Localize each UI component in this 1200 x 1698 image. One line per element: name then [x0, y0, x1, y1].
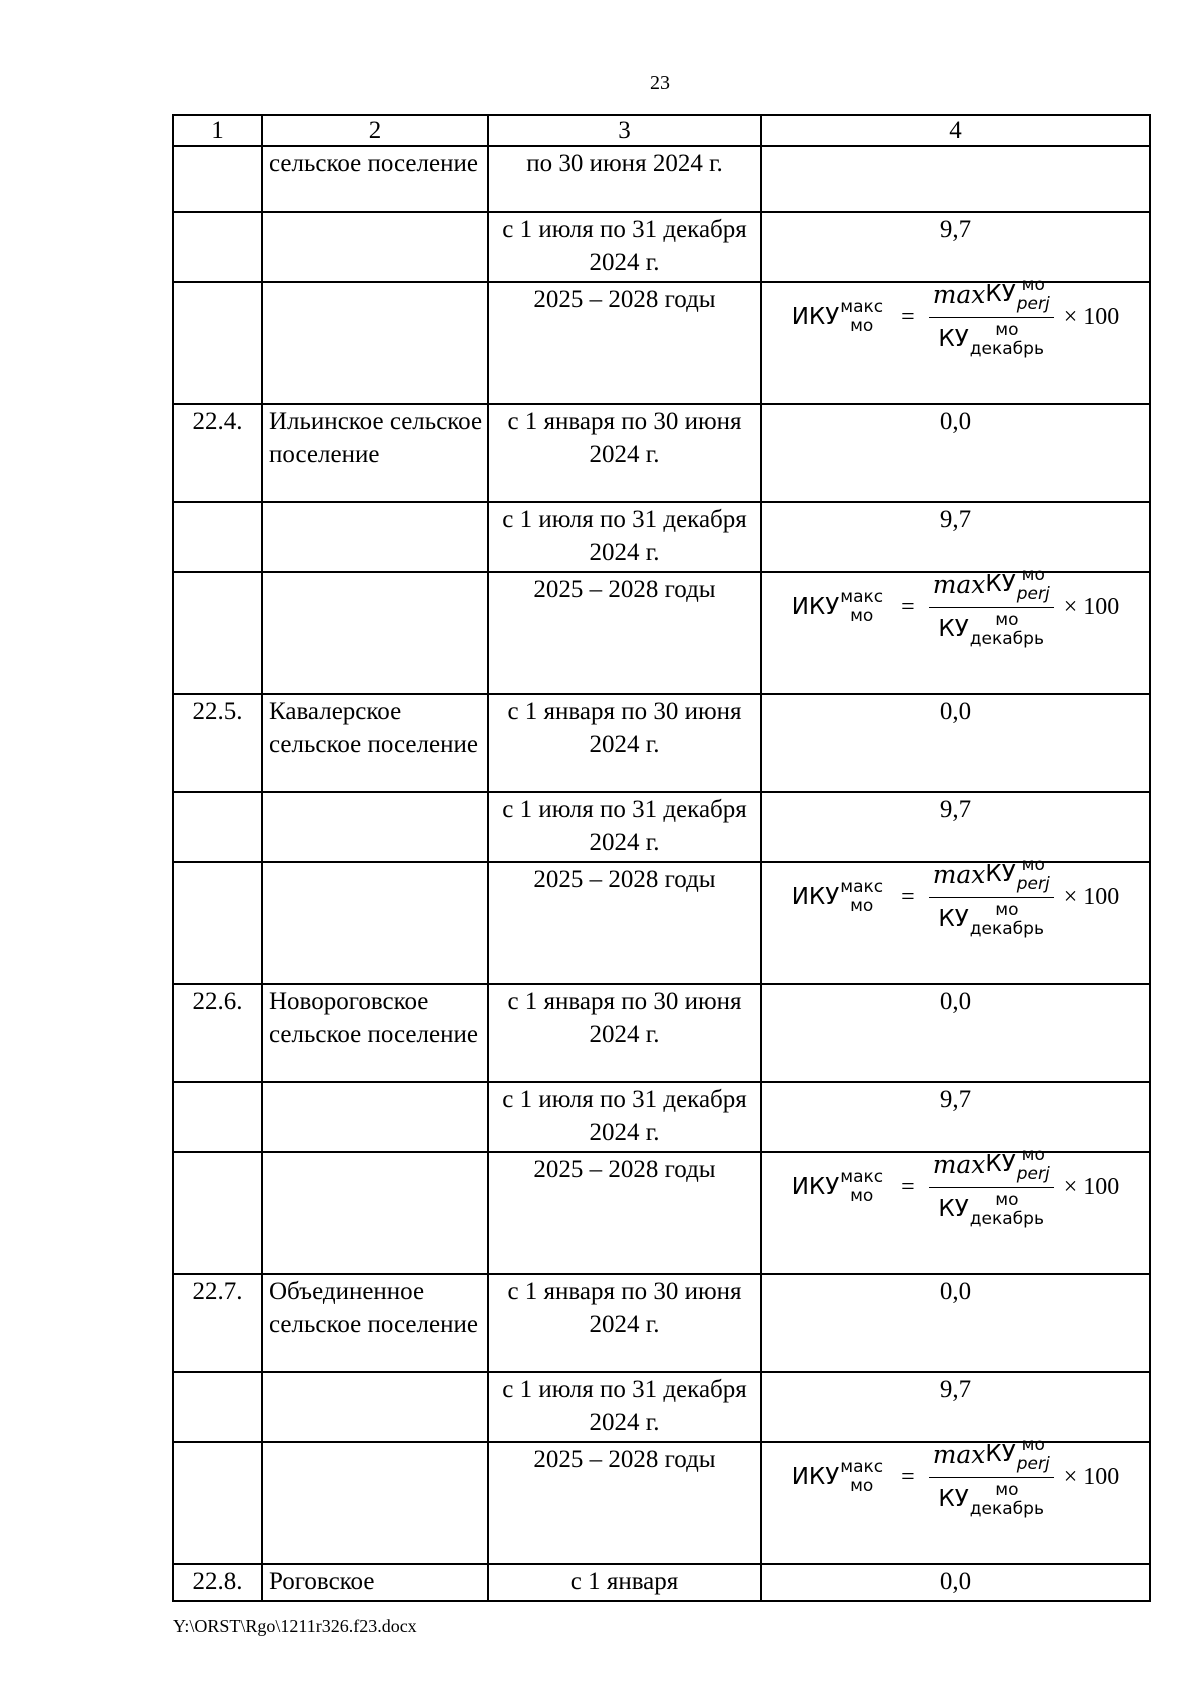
period-cell: с 1 января по 30 июня 2024 г.	[488, 404, 761, 502]
row-number-cell	[173, 1442, 262, 1564]
row-number-cell	[173, 146, 262, 212]
row-number-cell: 22.4.	[173, 404, 262, 502]
formula-fraction	[929, 1434, 1054, 1519]
period-cell: 2025 – 2028 годы	[488, 572, 761, 694]
row-number-cell	[173, 1372, 262, 1442]
value-cell: 0,0	[761, 694, 1150, 792]
settlement-name-cell	[262, 1372, 488, 1442]
formula-denominator	[934, 899, 1048, 939]
formula-den-sup: мо	[995, 899, 1019, 920]
formula-denominator	[934, 1189, 1048, 1229]
formula-denominator	[934, 609, 1048, 649]
period-cell: 2025 – 2028 годы	[488, 862, 761, 984]
formula-fraction-bar	[929, 1187, 1054, 1188]
period-cell: с 1 июля по 31 декабря 2024 г.	[488, 502, 761, 572]
value-cell: 0,0	[761, 1274, 1150, 1372]
row-number-cell: 22.7.	[173, 1274, 262, 1372]
period-cell: с 1 июля по 31 декабря 2024 г.	[488, 1372, 761, 1442]
period-cell: с 1 января по 30 июня 2024 г.	[488, 694, 761, 792]
formula-lhs-scripts	[840, 1169, 883, 1205]
formula-numerator	[929, 274, 1054, 314]
period-cell: 2025 – 2028 годы	[488, 1442, 761, 1564]
formula-times-100: × 100	[1063, 1173, 1120, 1200]
formula-den-sub: декабрь	[969, 918, 1044, 939]
formula-den-main: КУ	[938, 1196, 969, 1222]
settlement-name-cell	[262, 1082, 488, 1152]
formula-num-scripts	[1016, 274, 1050, 314]
formula-times-100: × 100	[1063, 303, 1120, 330]
formula-den-main: КУ	[938, 906, 969, 932]
formula-lhs-sup: макс	[840, 587, 884, 607]
page-number: 23	[650, 72, 670, 94]
formula-den-sup: мо	[995, 609, 1019, 630]
row-number-cell	[173, 792, 262, 862]
row-number-cell: 22.8.	[173, 1564, 262, 1601]
formula-lhs-sup: макс	[840, 297, 884, 317]
table-row	[173, 146, 1150, 212]
formula-lhs-main: ИКУ	[791, 883, 840, 910]
index-formula	[762, 830, 1149, 956]
value-cell	[761, 564, 1150, 694]
formula-num-sup: мо	[1021, 1144, 1045, 1165]
formula-num-main: КУ	[985, 281, 1016, 307]
formula-fraction-bar	[929, 317, 1054, 318]
value-cell	[761, 1434, 1150, 1564]
value-cell: 0,0	[761, 1564, 1150, 1601]
formula-num-main: КУ	[985, 1151, 1016, 1177]
formula-lhs	[792, 1459, 883, 1495]
formula-times-100: × 100	[1063, 1463, 1120, 1490]
formula-den-scripts	[969, 899, 1044, 939]
row-number-cell: 22.5.	[173, 694, 262, 792]
settlement-name-cell: Кавалерское сельское поселение	[262, 694, 488, 792]
formula-num-sup: мо	[1021, 274, 1045, 295]
formula-num-scripts	[1016, 854, 1050, 894]
formula-den-main: КУ	[938, 1486, 969, 1512]
settlement-name-cell: Ильинское сельское поселение	[262, 404, 488, 502]
table-row	[173, 694, 1150, 792]
table-header-row	[173, 115, 1150, 146]
value-cell: 9,7	[761, 1082, 1150, 1152]
settlement-name-cell	[262, 792, 488, 862]
period-cell: с 1 июля по 31 декабря 2024 г.	[488, 212, 761, 282]
formula-numerator	[929, 854, 1054, 894]
formula-lhs-sup: макс	[840, 1167, 884, 1187]
formula-den-sub: декабрь	[969, 1208, 1044, 1229]
period-cell: 2025 – 2028 годы	[488, 282, 761, 404]
period-cell: с 1 июля по 31 декабря 2024 г.	[488, 792, 761, 862]
tariff-table	[172, 114, 1151, 1602]
settlement-name-cell	[262, 572, 488, 694]
settlement-name-cell	[262, 282, 488, 404]
formula-fraction	[929, 274, 1054, 359]
table-row	[173, 862, 1150, 984]
formula-equals: =	[901, 593, 915, 620]
formula-max: max	[932, 280, 986, 309]
formula-lhs-scripts	[840, 879, 883, 915]
formula-lhs-main: ИКУ	[791, 593, 840, 620]
table-row	[173, 1564, 1150, 1601]
table-row	[173, 572, 1150, 694]
formula-lhs-sub: мо	[850, 606, 874, 626]
formula-den-sup: мо	[995, 319, 1019, 340]
formula-equals: =	[901, 303, 915, 330]
formula-den-scripts	[969, 1189, 1044, 1229]
settlement-name-cell	[262, 1442, 488, 1564]
formula-lhs	[792, 1169, 883, 1205]
formula-fraction-bar	[929, 1477, 1054, 1478]
formula-den-main: КУ	[938, 616, 969, 642]
formula-equals: =	[901, 1463, 915, 1490]
formula-numerator	[929, 1144, 1054, 1184]
row-number-cell	[173, 572, 262, 694]
formula-max: max	[932, 570, 986, 599]
formula-num-sub: perj	[1016, 1453, 1050, 1474]
formula-den-scripts	[969, 1479, 1044, 1519]
formula-lhs-sub: мо	[850, 896, 874, 916]
settlement-name-cell	[262, 862, 488, 984]
header-cell: 4	[761, 115, 1150, 146]
formula-lhs	[792, 589, 883, 625]
formula-den-scripts	[969, 319, 1044, 359]
settlement-name-cell: Объединенное сельское поселение	[262, 1274, 488, 1372]
formula-max: max	[932, 860, 986, 889]
value-cell: 9,7	[761, 502, 1150, 572]
period-cell: с 1 января по 30 июня 2024 г.	[488, 1274, 761, 1372]
formula-den-sub: декабрь	[969, 1498, 1044, 1519]
formula-fraction	[929, 564, 1054, 649]
formula-den-main: КУ	[938, 326, 969, 352]
formula-fraction-bar	[929, 897, 1054, 898]
row-number-cell: 22.6.	[173, 984, 262, 1082]
formula-fraction-bar	[929, 607, 1054, 608]
settlement-name-cell: Новороговское сельское поселение	[262, 984, 488, 1082]
formula-lhs-scripts	[840, 589, 883, 625]
formula-lhs-sub: мо	[850, 1476, 874, 1496]
formula-lhs-sup: макс	[840, 1457, 884, 1477]
formula-lhs	[792, 299, 883, 335]
formula-denominator	[934, 319, 1048, 359]
formula-lhs-sup: макс	[840, 877, 884, 897]
formula-lhs-main: ИКУ	[791, 303, 840, 330]
value-cell	[761, 854, 1150, 984]
settlement-name-cell	[262, 212, 488, 282]
value-cell	[761, 146, 1150, 212]
tariff-table-container	[172, 114, 1151, 1602]
formula-lhs-sub: мо	[850, 316, 874, 336]
formula-equals: =	[901, 883, 915, 910]
settlement-name-cell	[262, 1152, 488, 1274]
formula-num-sub: perj	[1016, 583, 1050, 604]
row-number-cell	[173, 1152, 262, 1274]
index-formula	[762, 1410, 1149, 1536]
table-row	[173, 404, 1150, 502]
formula-lhs-main: ИКУ	[791, 1173, 840, 1200]
formula-max: max	[932, 1440, 986, 1469]
header-cell: 2	[262, 115, 488, 146]
table-row	[173, 1152, 1150, 1274]
settlement-name-cell	[262, 502, 488, 572]
formula-fraction	[929, 1144, 1054, 1229]
formula-times-100: × 100	[1063, 593, 1120, 620]
header-cell: 1	[173, 115, 262, 146]
value-cell: 9,7	[761, 212, 1150, 282]
table-row	[173, 1442, 1150, 1564]
period-cell: по 30 июня 2024 г.	[488, 146, 761, 212]
formula-num-sub: perj	[1016, 1163, 1050, 1184]
formula-lhs	[792, 879, 883, 915]
row-number-cell	[173, 502, 262, 572]
table-row	[173, 282, 1150, 404]
period-cell: с 1 июля по 31 декабря 2024 г.	[488, 1082, 761, 1152]
formula-num-scripts	[1016, 564, 1050, 604]
period-cell: с 1 января	[488, 1564, 761, 1601]
formula-numerator	[929, 1434, 1054, 1474]
index-formula	[762, 540, 1149, 666]
row-number-cell	[173, 212, 262, 282]
formula-den-sup: мо	[995, 1479, 1019, 1500]
header-cell: 3	[488, 115, 761, 146]
index-formula	[762, 250, 1149, 376]
formula-num-main: КУ	[985, 571, 1016, 597]
value-cell: 0,0	[761, 984, 1150, 1082]
formula-num-main: КУ	[985, 861, 1016, 887]
formula-lhs-sub: мо	[850, 1186, 874, 1206]
value-cell: 9,7	[761, 792, 1150, 862]
formula-den-scripts	[969, 609, 1044, 649]
formula-num-scripts	[1016, 1434, 1050, 1474]
settlement-name-cell: сельское поселение	[262, 146, 488, 212]
period-cell: 2025 – 2028 годы	[488, 1152, 761, 1274]
settlement-name-cell: Роговское	[262, 1564, 488, 1601]
formula-den-sup: мо	[995, 1189, 1019, 1210]
formula-den-sub: декабрь	[969, 338, 1044, 359]
value-cell: 0,0	[761, 404, 1150, 502]
formula-num-sup: мо	[1021, 854, 1045, 875]
formula-num-main: КУ	[985, 1441, 1016, 1467]
formula-lhs-scripts	[840, 1459, 883, 1495]
table-row	[173, 984, 1150, 1082]
row-number-cell	[173, 862, 262, 984]
formula-lhs-scripts	[840, 299, 883, 335]
formula-numerator	[929, 564, 1054, 604]
formula-fraction	[929, 854, 1054, 939]
formula-times-100: × 100	[1063, 883, 1120, 910]
value-cell: 9,7	[761, 1372, 1150, 1442]
formula-lhs-main: ИКУ	[791, 1463, 840, 1490]
period-cell: с 1 января по 30 июня 2024 г.	[488, 984, 761, 1082]
row-number-cell	[173, 282, 262, 404]
formula-num-sub: perj	[1016, 293, 1050, 314]
formula-denominator	[934, 1479, 1048, 1519]
formula-max: max	[932, 1150, 986, 1179]
formula-num-sup: мо	[1021, 1434, 1045, 1455]
formula-num-scripts	[1016, 1144, 1050, 1184]
index-formula	[762, 1120, 1149, 1246]
table-row	[173, 1274, 1150, 1372]
formula-den-sub: декабрь	[969, 628, 1044, 649]
footer-file-path: Y:\ORST\Rgo\1211r326.f23.docx	[173, 1616, 417, 1636]
formula-equals: =	[901, 1173, 915, 1200]
row-number-cell	[173, 1082, 262, 1152]
value-cell	[761, 274, 1150, 404]
formula-num-sup: мо	[1021, 564, 1045, 585]
value-cell	[761, 1144, 1150, 1274]
formula-num-sub: perj	[1016, 873, 1050, 894]
